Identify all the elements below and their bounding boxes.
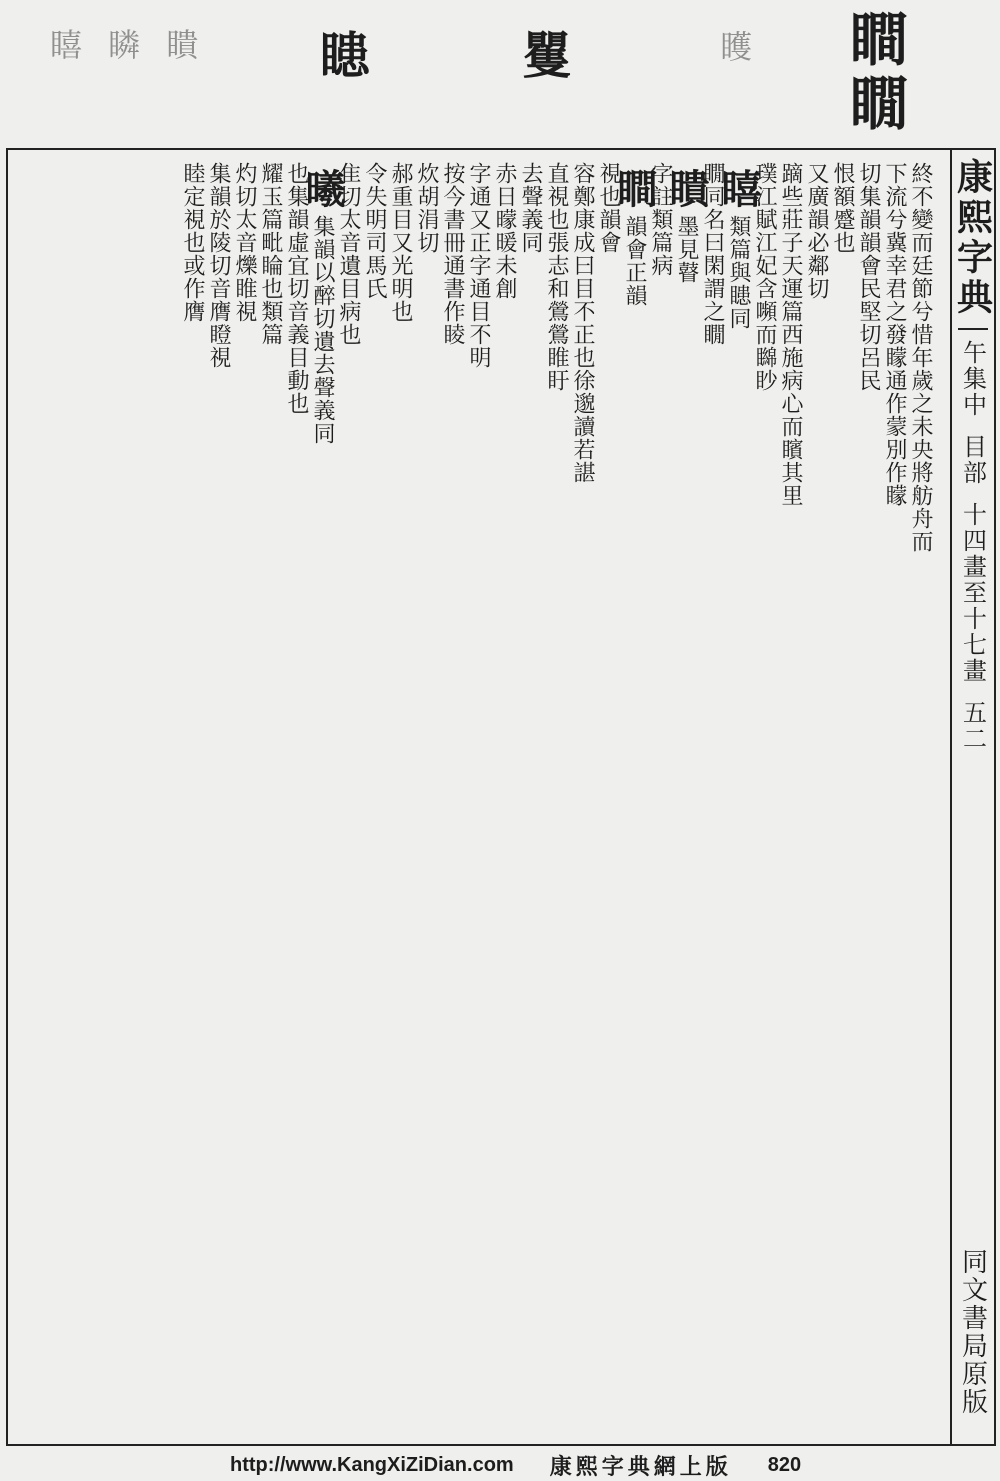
text-column xyxy=(856,162,880,1432)
column-text: 容鄭康成曰目不正也徐邈讀若諶 xyxy=(570,162,595,484)
text-column xyxy=(908,162,932,1432)
column-text: 類篇與瞣同 xyxy=(726,215,751,330)
stroke-range: 十四畫至十七畫 xyxy=(958,502,987,684)
text-column xyxy=(388,162,412,1432)
text-column xyxy=(258,162,282,1432)
column-text: 去聲義同 xyxy=(518,162,543,254)
text-column xyxy=(596,162,620,1432)
text-column xyxy=(611,162,658,1432)
text-column xyxy=(284,162,308,1432)
header-right-chars xyxy=(850,8,908,136)
column-text: 集韻於陵切音膺瞪視 xyxy=(206,162,231,369)
text-column xyxy=(804,162,828,1432)
header-char-1: 瞣 xyxy=(320,26,372,85)
entry-headword: 瞶 xyxy=(663,168,710,209)
header-char-2: 矍 xyxy=(522,26,574,85)
column-text: 直視也張志和鶯鶯睢盱 xyxy=(544,162,569,392)
column-text: 又廣韻必鄰切 xyxy=(804,162,829,300)
text-column xyxy=(299,162,346,1432)
header-chars xyxy=(320,16,574,88)
entry-headword: 瞦 xyxy=(715,168,762,209)
side-column xyxy=(950,148,994,1446)
book-title: 康熙字典 xyxy=(951,158,994,318)
column-text: 璞江賦江妃含嚬而矊眇 xyxy=(752,162,777,392)
footer-url[interactable]: http://www.KangXiZiDian.com xyxy=(230,1453,514,1476)
text-column xyxy=(648,162,672,1432)
text-column xyxy=(466,162,490,1432)
column-text: 耀玉篇毗睔也類篇 xyxy=(258,162,283,346)
column-text: 按今書冊通書作睖 xyxy=(440,162,465,346)
radical-label: 目部 xyxy=(958,434,987,486)
column-text: 瞯同名曰閑謂之瞯 xyxy=(700,162,725,346)
text-column xyxy=(700,162,724,1432)
entry-headword: 瞷 xyxy=(611,168,658,209)
column-text: 墨見瞽 xyxy=(674,215,699,284)
page-footer xyxy=(0,1450,1000,1480)
column-text: 蹢些莊子天運篇西施病心而矉其里 xyxy=(778,162,803,507)
text-column xyxy=(414,162,438,1432)
text-column xyxy=(544,162,568,1432)
text-column xyxy=(180,162,204,1432)
section-label: 午集中 xyxy=(958,340,987,418)
publisher-label: 同文書局原版 xyxy=(957,1248,988,1416)
entry-headword: 曦 xyxy=(299,168,346,209)
column-text: 灼切太音爍睢視 xyxy=(232,162,257,323)
side-page-number: 五二 xyxy=(958,700,987,752)
page-header xyxy=(0,0,1000,140)
footer-title: 康熙字典網上版 xyxy=(549,1453,732,1480)
text-column xyxy=(570,162,594,1432)
column-text: 視也韻會 xyxy=(596,162,621,254)
text-column xyxy=(232,162,256,1432)
text-column xyxy=(518,162,542,1432)
text-column xyxy=(663,162,710,1432)
header-right-char-1: 瞷 xyxy=(850,6,909,74)
column-text: 韻會正韻 xyxy=(622,215,647,307)
text-column xyxy=(440,162,464,1432)
side-divider xyxy=(958,328,988,330)
header-faint-left: 瞦 瞵 瞶 xyxy=(50,26,207,64)
text-column xyxy=(778,162,802,1432)
column-text: 終不變而廷節兮惜年歲之未央將舫舟而 xyxy=(908,162,933,553)
column-text: 郝重目又光明也 xyxy=(388,162,413,323)
text-column xyxy=(206,162,230,1432)
text-column xyxy=(492,162,516,1432)
column-text: 令失明司馬氏 xyxy=(362,162,387,300)
column-text: 字通又正字通目不明 xyxy=(466,162,491,369)
footer-page-number: 820 xyxy=(767,1453,802,1476)
dictionary-body xyxy=(12,162,932,1432)
text-column xyxy=(715,162,762,1432)
header-right-char-2: 瞯 xyxy=(850,70,909,138)
column-text: 也集韻虛宜切音義目動也 xyxy=(284,162,309,415)
column-text: 炊胡涓切 xyxy=(414,162,439,254)
column-text: 隹切太音遺目病也 xyxy=(336,162,361,346)
text-column xyxy=(882,162,906,1432)
text-column xyxy=(830,162,854,1432)
column-text: 睦定視也或作膺 xyxy=(180,162,205,323)
column-text: 恨額蹙也 xyxy=(830,162,855,254)
column-text: 切集韻韻會民堅切呂民 xyxy=(856,162,881,392)
column-text: 字註類篇病 xyxy=(648,162,673,277)
column-text: 集韻以醉切遺去聲義同 xyxy=(310,215,335,445)
column-text: 下流兮冀幸君之發矇通作蒙別作矇 xyxy=(882,162,907,507)
text-column xyxy=(752,162,776,1432)
text-column xyxy=(336,162,360,1432)
text-column xyxy=(362,162,386,1432)
header-faint-mid: 矆 xyxy=(720,28,753,66)
column-text: 赤日曚暖未創 xyxy=(492,162,517,300)
